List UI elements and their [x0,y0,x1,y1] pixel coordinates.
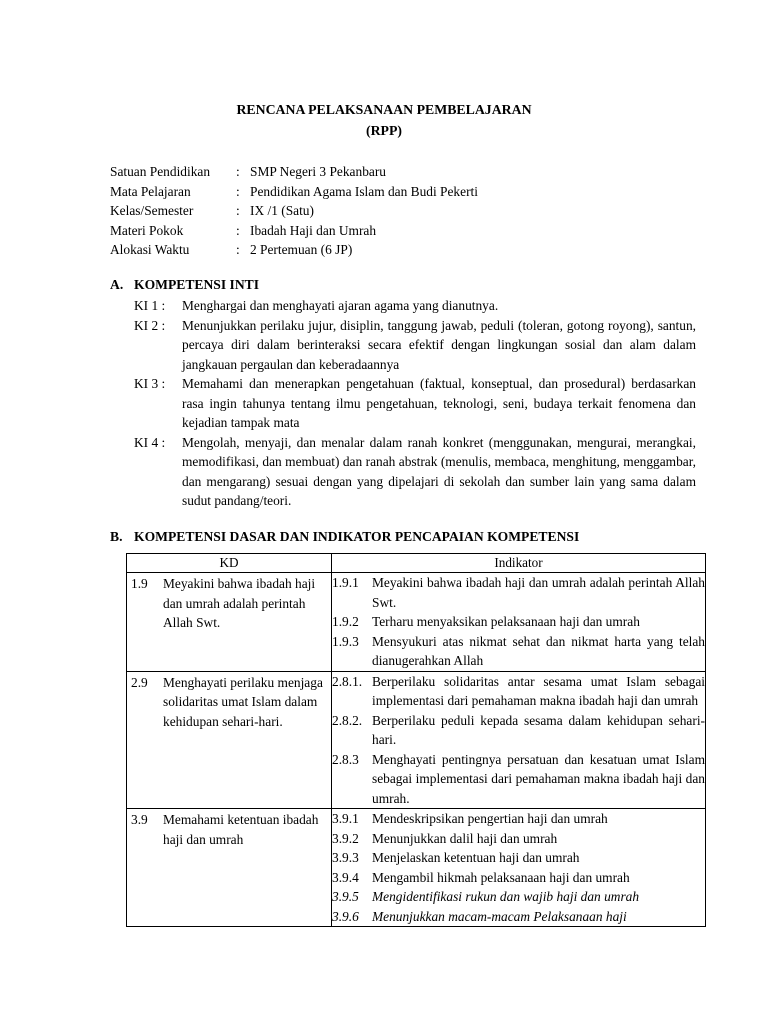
table-row [127,809,706,927]
kompetensi-inti-list [134,296,696,511]
indicator-number: 2.8.3 [332,751,359,767]
table-body [127,573,706,927]
ki-text: Menghargai dan menghayati ajaran agama yang dianutnya. [182,298,499,313]
indicator-number: 3.9.4 [332,869,359,885]
indicator-cell [332,573,706,672]
kd-number: 1.9 [131,576,148,591]
indicator-text: Mengidentifikasi rukun dan wajib haji dan umrah [372,889,640,904]
ki-code: KI 1 : [134,298,166,313]
indicator-number: 3.9.3 [332,850,359,865]
info-colon: : [236,203,240,219]
kd-cell [127,671,332,809]
table-row [127,671,706,809]
info-colon: : [236,222,240,238]
indicator-cell [332,671,706,809]
indicator-text: Mengambil hikmah pelaksanaan haji dan umrah [372,869,630,885]
indicator-text: Berperilaku solidaritas antar sesama umat Islam sebagai implementasi dari pemahaman makna ibadah haji dan umrah [372,673,705,708]
info-colon: : [236,183,240,199]
table-row [127,573,706,672]
section-a-heading [110,277,259,293]
indicator-text: Berperilaku peduli kepada sesama dalam kehidupan sehari-hari. [372,712,705,747]
ki-code: KI 3 : [134,376,166,391]
indicator-item [332,750,705,809]
ki-item [134,316,696,375]
document-subtitle: (RPP) [365,123,402,138]
indicator-item [332,848,705,868]
kd-cell [127,573,332,672]
indicator-number: 3.9.6 [332,908,359,924]
indicator-text: Menunjukkan macam-macam Pelaksanaan haji [372,908,627,924]
kd-text: Memahami ketentuan ibadah haji dan umrah [163,812,319,847]
ki-code: KI 2 : [134,317,166,333]
section-a-title: KOMPETENSI INTI [134,277,260,292]
indicator-item [332,887,705,907]
indicator-item [332,868,705,888]
info-row [110,162,478,182]
indicator-number: 2.8.1. [332,673,363,689]
kd-entry [127,573,331,635]
kd-text: Menghayati perilaku menjaga solidaritas umat Islam dalam kehidupan sehari-hari. [163,674,323,729]
indicator-item [332,612,705,632]
indicator-text: Meyakini bahwa ibadah haji dan umrah adalah perintah Allah Swt. [372,575,705,610]
ki-item [134,433,696,511]
info-value: Ibadah Haji dan Umrah [250,222,377,238]
indicator-number: 1.9.3 [332,633,359,649]
info-value: IX /1 (Satu) [250,203,314,219]
document-title: RENCANA PELAKSANAAN PEMBELAJARAN [236,102,532,117]
col-header-kd: KD [127,554,332,573]
indicator-text: Mendeskripsikan pengertian haji dan umrah [372,811,608,826]
indicator-item [332,672,705,711]
section-b-heading [110,529,579,545]
col-header-indikator: Indikator [332,554,706,573]
ki-code: KI 4 : [134,434,166,450]
indicator-text: Menunjukkan dalil haji dan umrah [372,830,558,846]
info-label: Alokasi Waktu [110,242,190,258]
kd-cell [127,809,332,927]
indicator-cell [332,809,706,927]
kd-entry [127,672,331,734]
kd-indicator-table [126,553,706,927]
ki-text: Memahami dan menerapkan pengetahuan (faktual, konseptual, dan prosedural) berdasarkan rasa ingin tahunya tentang ilmu pengetahuan, teknologi, seni, budaya terkait fenomena dan kejadian tampak mata [182,376,696,430]
indicator-number: 3.9.5 [332,889,359,904]
kd-number: 2.9 [131,674,148,690]
info-row [110,201,478,221]
indicator-item [332,711,705,750]
table-header-row [127,554,706,573]
info-row [110,221,478,241]
indicator-item [332,573,705,612]
section-a-letter: A. [110,277,124,292]
indicator-text: Menghayati pentingnya persatuan dan kesatuan umat Islam sebagai implementasi dari pemahaman makna ibadah haji dan umrah. [372,751,705,806]
info-label: Satuan Pendidikan [110,164,211,179]
info-colon: : [236,164,240,179]
indicator-text: Menjelaskan ketentuan haji dan umrah [372,850,580,865]
indicator-text: Mensyukuri atas nikmat sehat dan nikmat harta yang telah dianugerahkan Allah [372,633,705,668]
section-b-letter: B. [110,529,123,544]
kd-text: Meyakini bahwa ibadah haji dan umrah adalah perintah Allah Swt. [163,576,316,630]
info-row [110,182,478,202]
ki-item [134,296,696,316]
info-value: SMP Negeri 3 Pekanbaru [250,164,386,179]
info-value: Pendidikan Agama Islam dan Budi Pekerti [250,183,478,199]
indicator-number: 3.9.2 [332,830,359,846]
indicator-number: 3.9.1 [332,811,359,826]
indicator-number: 1.9.1 [332,575,359,590]
indicator-item [332,907,705,927]
ki-item [134,374,696,433]
indicator-number: 2.8.2. [332,712,363,728]
ki-text: Menunjukkan perilaku jujur, disiplin, tanggung jawab, peduli (toleran, gotong royong), santun, percaya diri dalam berinteraksi secara efektif dengan lingkungan sosial dan alam dalam jangkauan pergaulan dan keberadaannya [182,317,696,372]
indicator-item [332,829,705,849]
info-label: Mata Pelajaran [110,183,191,199]
kd-number: 3.9 [131,812,148,827]
ki-text: Mengolah, menyaji, dan menalar dalam ranah konkret (menggunakan, mengurai, merangkai, memodifikasi, dan membuat) dan ranah abstrak (menulis, membaca, menghitung, menggambar, dan mengarang) sesuai dengan yang dipelajari di sekolah dan sumber lain yang sama dalam sudut pandang/teori. [182,434,696,508]
info-value: 2 Pertemuan (6 JP) [250,242,353,258]
identity-block [110,162,478,260]
kd-entry [127,809,331,851]
indicator-item [332,632,705,671]
section-b-title: KOMPETENSI DASAR DAN INDIKATOR PENCAPAIAN KOMPETENSI [134,529,580,544]
info-label: Kelas/Semester [110,203,194,219]
indicator-text: Terharu menyaksikan pelaksanaan haji dan umrah [372,614,640,629]
indicator-item [332,809,705,829]
info-row [110,240,478,260]
indicator-number: 1.9.2 [332,614,359,629]
info-colon: : [236,242,240,258]
info-label: Materi Pokok [110,222,184,238]
